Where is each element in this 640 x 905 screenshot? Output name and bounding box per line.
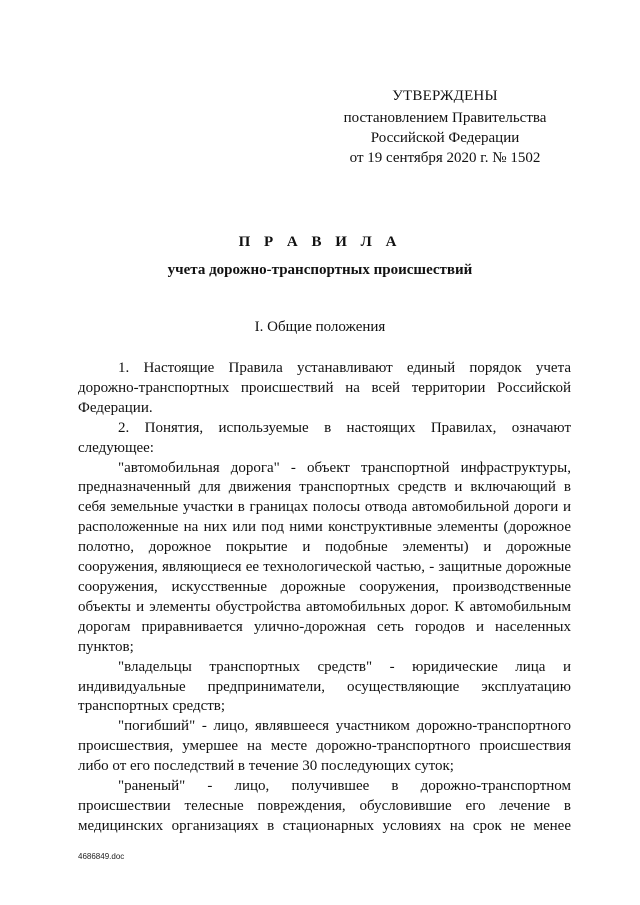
approval-line-1: постановлением Правительства xyxy=(343,110,547,126)
section-heading: I. Общие положения xyxy=(254,319,386,335)
paragraph-2: 2. Понятия, используемые в настоящих Правилах, означают следующее: xyxy=(78,419,571,456)
approval-line-2: Российской Федерации xyxy=(370,130,520,146)
approval-line-3: от 19 сентября 2020 г. № 1502 xyxy=(349,150,541,166)
document-title: П Р А В И Л А xyxy=(238,234,402,250)
paragraph-4: "владельцы транспортных средств" - юридические лица и индивидуальные предприниматели, осуществляющие эксплуатацию транспортных средств; xyxy=(78,658,571,715)
paragraph-1: 1. Настоящие Правила устанавливают единый порядок учета дорожно-транспортных происшествий на всей территории Российской Федерации. xyxy=(78,360,571,416)
paragraph-6: "раненый" - лицо, получившее в дорожно-транспортном происшествии телесные повреждения, обусловившие его лечение в медицинских организациях в стационарных условиях на срок не менее xyxy=(78,778,571,834)
paragraph-5: "погибший" - лицо, являвшееся участником дорожно-транспортного происшествия, умершее на месте дорожно-транспортного происшествия либо от его последствий в течение 30 последующих суток; xyxy=(78,718,571,775)
document-body xyxy=(78,359,571,837)
document-subtitle: учета дорожно-транспортных происшествий xyxy=(167,262,473,278)
file-code: 4686849.doc xyxy=(78,852,125,861)
approval-block xyxy=(330,86,560,168)
paragraph-3: "автомобильная дорога" - объект транспортной инфраструктуры, предназначенный для движения транспортных средств и включающий в себя земельные участки в границах полосы отвода автомобильной дороги и расположенные на них или под ними конструктивные элементы (дорожное полотно, дорожное покрытие и подобные элементы) и дорожные сооружения, являющиеся ее технологической частью, - защитные дорожные сооружения, искусственные дорожные сооружения, производственные объекты и элементы обустройства автомобильных дорог. К автомобильным дорогам приравнивается улично-дорожная сеть городов и населенных пунктов; xyxy=(78,459,571,655)
approval-caption: УТВЕРЖДЕНЫ xyxy=(392,88,498,104)
